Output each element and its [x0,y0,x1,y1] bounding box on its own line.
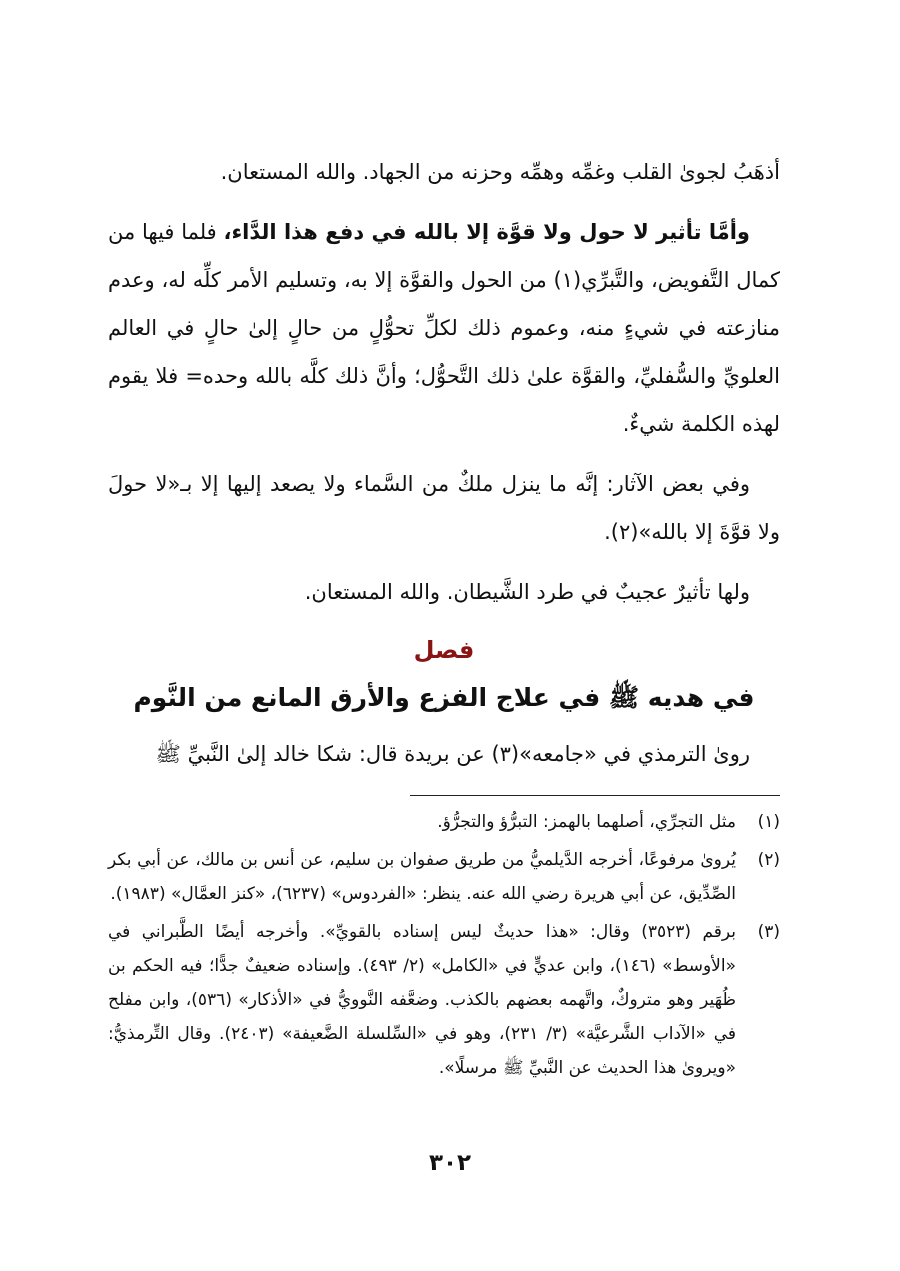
footnotes [108,805,780,1089]
footnote-ref-3: (٣) [491,742,520,766]
paragraph-2-bold: وأمَّا تأثير لا حول ولا قوَّة إلا بالله في دفع هذا الدَّاء، [223,220,750,244]
paragraph-3-text: وفي بعض الآثار: إنَّه ما ينزل ملكٌ من السَّماء ولا يصعد إليها إلا بـ«لا حولَ ولا قوَّةَ إلا بالله» [108,472,780,544]
paragraph-1: أذهَبُ لجوىٰ القلب وغمِّه وهمِّه وحزنه من الجهاد. والله المستعان. [220,160,780,184]
footnote-text: يُروىٰ مرفوعًا، أخرجه الدَّيلميُّ من طريق صفوان بن سليم، عن أنس بن مالك، عن أبي بكر الصِّدِّيق، عن أبي هريرة رضي الله عنه. ينظر: «الفردوس» (٦٢٣٧)، «كنز العمَّال» (١٩٨٣). [108,850,736,904]
footnote-ref-2: (٢) [610,520,639,544]
paragraph-3 [108,460,780,556]
paragraph-3-end: . [604,520,611,544]
final-line-text-b: عن بريدة قال: شكا خالد إلىٰ النَّبيِّ ﷺ [155,742,492,766]
footnote-separator [410,795,780,796]
footnote-1 [108,805,780,839]
footnote-number: (١) [757,812,780,832]
paragraph-4: ولها تأثيرٌ عجيبٌ في طرد الشَّيطان. والله المستعان. [304,580,750,604]
footnote-text: مثل التجرِّي، أصلهما بالهمز: التبرُّؤ والتجرُّؤ. [437,812,736,832]
final-line-text-a: روىٰ الترمذي في «جامعه» [519,742,750,766]
footnote-text: برقم (٣٥٢٣) وقال: «هذا حديثٌ ليس إسناده بالقويِّ». وأخرجه أيضًا الطَّبراني في «الأوسط» (١٤٦)، وابن عديٍّ في «الكامل» (٢/ ٤٩٣). وإسناده ضعيفٌ جدًّا؛ فيه الحكم بن ظُهَير وهو متروكٌ، واتَّهمه بعضهم بالكذب. وضعَّفه النَّوويُّ في «الأذكار» (٥٣٦)، وابن مفلح في «الآداب الشَّرعيَّة» (٣/ ٢٣١)، وهو في «السِّلسلة الضَّعيفة» (٢٤٠٣). وقال التِّرمذيُّ: «ويروىٰ هذا الحديث عن النَّبيِّ ﷺ مرسلًا». [108,922,737,1078]
footnote-2 [108,843,780,911]
paragraph-2 [108,208,780,448]
paragraph-2-text-b: من الحول والقوَّة إلا به، وتسليم الأمر كلِّه له، وعدم منازعته في شيءٍ منه، وعموم ذلك لكلِّ تحوُّلٍ من حالٍ إلىٰ حالٍ في العالم العلويِّ والسُّفليِّ، والقوَّة علىٰ ذلك التَّحوُّل؛ وأنَّ ذلك كلَّه بالله وحده= فلا يقوم لهذه الكلمة شيءٌ. [108,268,780,436]
section-label: فصل [413,636,475,664]
section-heading: في هديه ﷺ في علاج الفزع والأرق المانع من النَّوم [133,683,755,712]
footnote-3 [108,915,780,1085]
paragraph-2-text-a: فلما فيها من كمال التَّفويض، والتَّبرِّي [108,220,780,292]
footnote-ref-1: (١) [553,268,582,292]
footnote-number: (٢) [757,850,780,870]
footnote-number: (٣) [757,922,780,942]
main-text [108,148,780,778]
final-line [108,730,780,778]
page-number: ٣٠٢ [428,1150,472,1176]
